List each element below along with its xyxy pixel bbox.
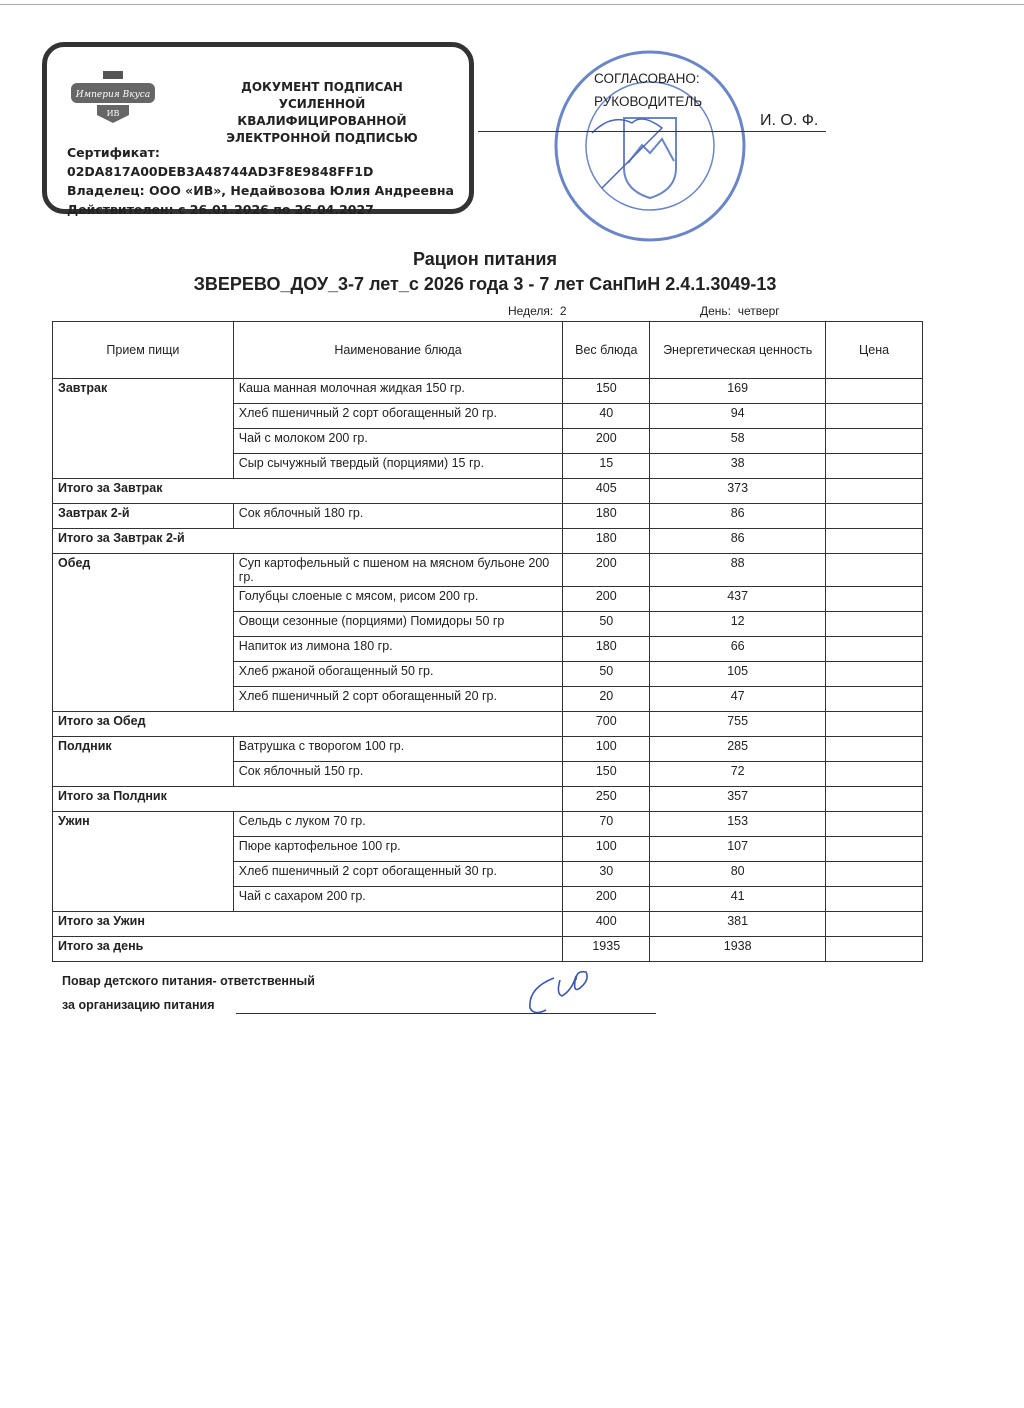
total-label: Итого за Ужин [53, 912, 563, 937]
dish-weight: 50 [563, 662, 650, 687]
dish-name: Хлеб ржаной обогащенный 50 гр. [233, 662, 563, 687]
heading-line: ЭЛЕКТРОННОЙ ПОДПИСЬЮ [226, 131, 418, 145]
dish-weight: 150 [563, 762, 650, 787]
dish-weight: 40 [563, 404, 650, 429]
meal-name: Завтрак 2-й [53, 504, 234, 529]
dish-weight: 200 [563, 887, 650, 912]
approval-block [594, 67, 702, 113]
meal-name: Обед [53, 554, 234, 712]
dish-price [826, 837, 923, 862]
dish-energy: 72 [650, 762, 826, 787]
heading-line: ДОКУМЕНТ ПОДПИСАН [241, 80, 403, 94]
column-header: Наименование блюда [233, 322, 563, 379]
dish-energy: 47 [650, 687, 826, 712]
dish-energy: 86 [650, 504, 826, 529]
dish-energy: 80 [650, 862, 826, 887]
dish-energy: 169 [650, 379, 826, 404]
dish-energy: 153 [650, 812, 826, 837]
day-info [700, 304, 780, 318]
dish-energy: 107 [650, 837, 826, 862]
dish-price [826, 554, 923, 587]
table-row [53, 504, 923, 529]
dish-price [826, 812, 923, 837]
total-weight: 250 [563, 787, 650, 812]
dish-price [826, 887, 923, 912]
total-price [826, 479, 923, 504]
table-row [53, 379, 923, 404]
dish-weight: 15 [563, 454, 650, 479]
approver-name: И. О. Ф. [760, 112, 819, 129]
dish-energy: 66 [650, 637, 826, 662]
heading-line: УСИЛЕННОЙ КВАЛИФИЦИРОВАННОЙ [237, 97, 407, 128]
day-total-energy: 1938 [650, 937, 826, 962]
dish-weight: 100 [563, 737, 650, 762]
dish-energy: 285 [650, 737, 826, 762]
page-subtitle: ЗВЕРЕВО_ДОУ_3-7 лет_с 2026 года 3 - 7 лет СанПиН 2.4.1.3049-13 [193, 274, 777, 294]
dish-energy: 437 [650, 587, 826, 612]
signature-line [478, 131, 826, 132]
dish-weight: 200 [563, 429, 650, 454]
dish-name: Хлеб пшеничный 2 сорт обогащенный 20 гр. [233, 687, 563, 712]
dish-price [826, 862, 923, 887]
day-total-row [53, 937, 923, 962]
dish-energy: 58 [650, 429, 826, 454]
week-info [508, 304, 567, 318]
column-header: Энергетическая ценность [650, 322, 826, 379]
dish-price [826, 637, 923, 662]
total-label: Итого за Завтрак [53, 479, 563, 504]
dish-energy: 105 [650, 662, 826, 687]
dish-energy: 38 [650, 454, 826, 479]
certificate-number: Сертификат: 02DA817A00DEB3A48744AD3F8E9848FF1D [67, 145, 374, 179]
total-price [826, 529, 923, 554]
column-header: Цена [826, 322, 923, 379]
dish-weight: 50 [563, 612, 650, 637]
dish-name: Суп картофельный с пшеном на мясном бульоне 200 гр. [233, 554, 563, 587]
approval-label: СОГЛАСОВАНО: [594, 71, 700, 86]
company-logo [69, 69, 157, 125]
total-row [53, 479, 923, 504]
approval-role: РУКОВОДИТЕЛЬ [594, 94, 703, 109]
meal-name: Полдник [53, 737, 234, 787]
day-value: четверг [737, 304, 780, 318]
total-price [826, 912, 923, 937]
dish-price [826, 737, 923, 762]
table-row [53, 554, 923, 587]
total-energy: 381 [650, 912, 826, 937]
dish-price [826, 454, 923, 479]
week-label: Неделя: [508, 304, 554, 318]
dish-name: Чай с сахаром 200 гр. [233, 887, 563, 912]
dish-name: Каша манная молочная жидкая 150 гр. [233, 379, 563, 404]
total-energy: 755 [650, 712, 826, 737]
dish-name: Чай с молоком 200 гр. [233, 429, 563, 454]
dish-weight: 30 [563, 862, 650, 887]
total-label: Итого за Полдник [53, 787, 563, 812]
total-price [826, 787, 923, 812]
cook-signature [524, 970, 594, 1016]
total-row [53, 712, 923, 737]
day-label: День: [700, 304, 732, 318]
table-row [53, 812, 923, 837]
scan-edge [0, 4, 1024, 5]
dish-name: Сок яблочный 150 гр. [233, 762, 563, 787]
total-label: Итого за Завтрак 2-й [53, 529, 563, 554]
dish-weight: 180 [563, 504, 650, 529]
dish-weight: 20 [563, 687, 650, 712]
dish-price [826, 429, 923, 454]
week-value: 2 [559, 304, 567, 318]
dish-name: Овощи сезонные (порциями) Помидоры 50 гр [233, 612, 563, 637]
column-header: Прием пищи [53, 322, 234, 379]
day-total-price [826, 937, 923, 962]
dish-weight: 70 [563, 812, 650, 837]
page-title: Рацион питания [413, 249, 557, 269]
total-row [53, 787, 923, 812]
svg-text:ИВ: ИВ [106, 109, 120, 118]
total-weight: 700 [563, 712, 650, 737]
total-weight: 180 [563, 529, 650, 554]
total-energy: 373 [650, 479, 826, 504]
dish-name: Сок яблочный 180 гр. [233, 504, 563, 529]
dish-price [826, 612, 923, 637]
dish-price [826, 587, 923, 612]
total-price [826, 712, 923, 737]
meal-name: Завтрак [53, 379, 234, 479]
total-energy: 86 [650, 529, 826, 554]
certificate-validity: Действителен: с 26.01.2026 по 26.04.2027 [67, 202, 374, 217]
meal-name: Ужин [53, 812, 234, 912]
dish-price [826, 504, 923, 529]
total-weight: 400 [563, 912, 650, 937]
dish-name: Хлеб пшеничный 2 сорт обогащенный 30 гр. [233, 862, 563, 887]
menu-table [52, 321, 923, 962]
dish-energy: 88 [650, 554, 826, 587]
dish-weight: 150 [563, 379, 650, 404]
total-energy: 357 [650, 787, 826, 812]
day-total-label: Итого за день [53, 937, 563, 962]
dish-name: Ватрушка с творогом 100 гр. [233, 737, 563, 762]
dish-name: Сельдь с луком 70 гр. [233, 812, 563, 837]
dish-weight: 200 [563, 587, 650, 612]
e-signature-box [42, 42, 474, 217]
column-header: Вес блюда [563, 322, 650, 379]
dish-weight: 200 [563, 554, 650, 587]
certificate-owner: Владелец: ООО «ИВ», Недайвозова Юлия Андреевна [67, 183, 454, 198]
footer-line2: за организацию питания [62, 998, 215, 1012]
dish-weight: 100 [563, 837, 650, 862]
svg-text:Империя Вкуса: Империя Вкуса [75, 90, 151, 100]
dish-price [826, 762, 923, 787]
day-total-weight: 1935 [563, 937, 650, 962]
dish-price [826, 404, 923, 429]
dish-name: Хлеб пшеничный 2 сорт обогащенный 20 гр. [233, 404, 563, 429]
dish-name: Сыр сычужный твердый (порциями) 15 гр. [233, 454, 563, 479]
dish-weight: 180 [563, 637, 650, 662]
signature-heading [197, 79, 447, 147]
footer-line1: Повар детского питания- ответственный [62, 974, 315, 988]
total-weight: 405 [563, 479, 650, 504]
total-row [53, 912, 923, 937]
dish-energy: 12 [650, 612, 826, 637]
dish-name: Напиток из лимона 180 гр. [233, 637, 563, 662]
dish-name: Пюре картофельное 100 гр. [233, 837, 563, 862]
dish-price [826, 662, 923, 687]
dish-price [826, 379, 923, 404]
dish-energy: 41 [650, 887, 826, 912]
dish-name: Голубцы слоеные с мясом, рисом 200 гр. [233, 587, 563, 612]
total-row [53, 529, 923, 554]
dish-price [826, 687, 923, 712]
table-row [53, 737, 923, 762]
dish-energy: 94 [650, 404, 826, 429]
total-label: Итого за Обед [53, 712, 563, 737]
